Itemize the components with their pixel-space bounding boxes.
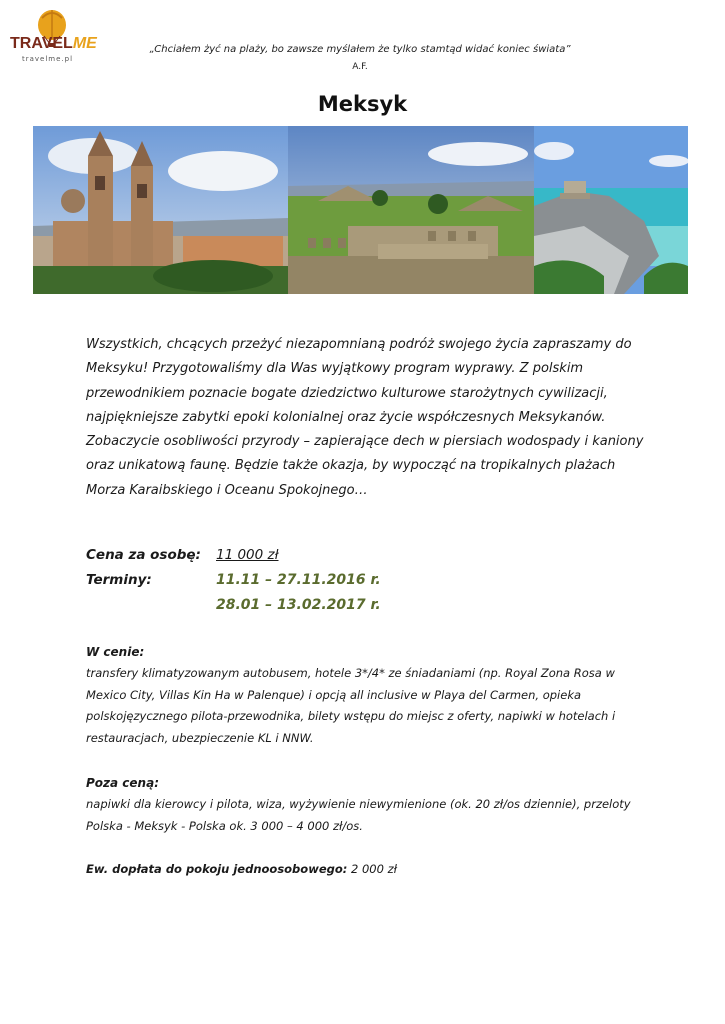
- supplement-label: Ew. dopłata do pokoju jednoosobowego:: [86, 862, 348, 876]
- excluded-heading: Poza ceną:: [86, 776, 159, 790]
- page-title: Meksyk: [317, 92, 408, 116]
- terms-label: Terminy:: [86, 572, 152, 588]
- excluded-text: napiwki dla kierowcy i pilota, wiza, wyżywienie niewymienione (ok. 20 zł/os dziennie), przeloty Polska - Meksyk - Polska ok. 3 000 – 4 000 zł/os.: [86, 797, 631, 833]
- logo-travel-text: TRAVEL: [10, 35, 73, 52]
- photo-strip: [33, 126, 688, 294]
- included-heading: W cenie:: [86, 645, 145, 659]
- supplement-value: 2 000 zł: [351, 862, 397, 876]
- price-row: [86, 547, 279, 563]
- photo-colonial-church: [33, 126, 288, 294]
- single-room-supplement: [86, 862, 397, 876]
- price-value: 11 000 zł: [216, 547, 279, 563]
- logo-me-text: ME: [72, 35, 97, 52]
- included-text: transfery klimatyzowanym autobusem, hotele 3*/4* ze śniadaniami (np. Royal Zona Rosa w Mexico City, Villas Kin Ha w Palenque) i opcją all inclusive w Playa del Carmen, opieka polskojęzycznego pilota-przewodnika, bilety wstępu do miejsc z oferty, napiwki w hotelach i restauracjach, ubezpieczenie KL i NNW.: [86, 666, 616, 745]
- intro-paragraph: Wszystkich, chcących przeżyć niezapomnianą podróż swojego życia zapraszamy do Meksyku! Przygotowaliśmy dla Was wyjątkowy program wyprawy. Z polskim przewodnikiem poznacie bogate dziedzictwo kulturowe starożytnych cywilizacji, najpiękniejsze zabytki epoki kolonialnej oraz życie współczesnych Meksykanów. Zobaczycie osobliwości przyrody – zapierające dech w piersiach wodospady i kaniony oraz unikatową faunę. Będzie także okazja, by wypocząć na tropikalnych plażach Morza Karaibskiego i Oceanu Spokojnego…: [86, 337, 644, 498]
- logo-wordmark: [10, 35, 97, 52]
- term-date-2: 28.01 – 13.02.2017 r.: [216, 597, 381, 613]
- price-label: Cena za osobę:: [86, 547, 201, 563]
- header-quote: „Chciałem żyć na plaży, bo zawsze myślałem że tylko stamtąd widać koniec świata”: [149, 44, 571, 55]
- terms-label-row: [86, 572, 152, 588]
- photo-tulum-beach: [534, 126, 688, 294]
- logo-domain: travelme.pl: [22, 55, 74, 63]
- term-date-1: 11.11 – 27.11.2016 r.: [216, 572, 381, 588]
- photo-monte-alban: [288, 126, 534, 294]
- quote-author: A.F.: [352, 62, 368, 72]
